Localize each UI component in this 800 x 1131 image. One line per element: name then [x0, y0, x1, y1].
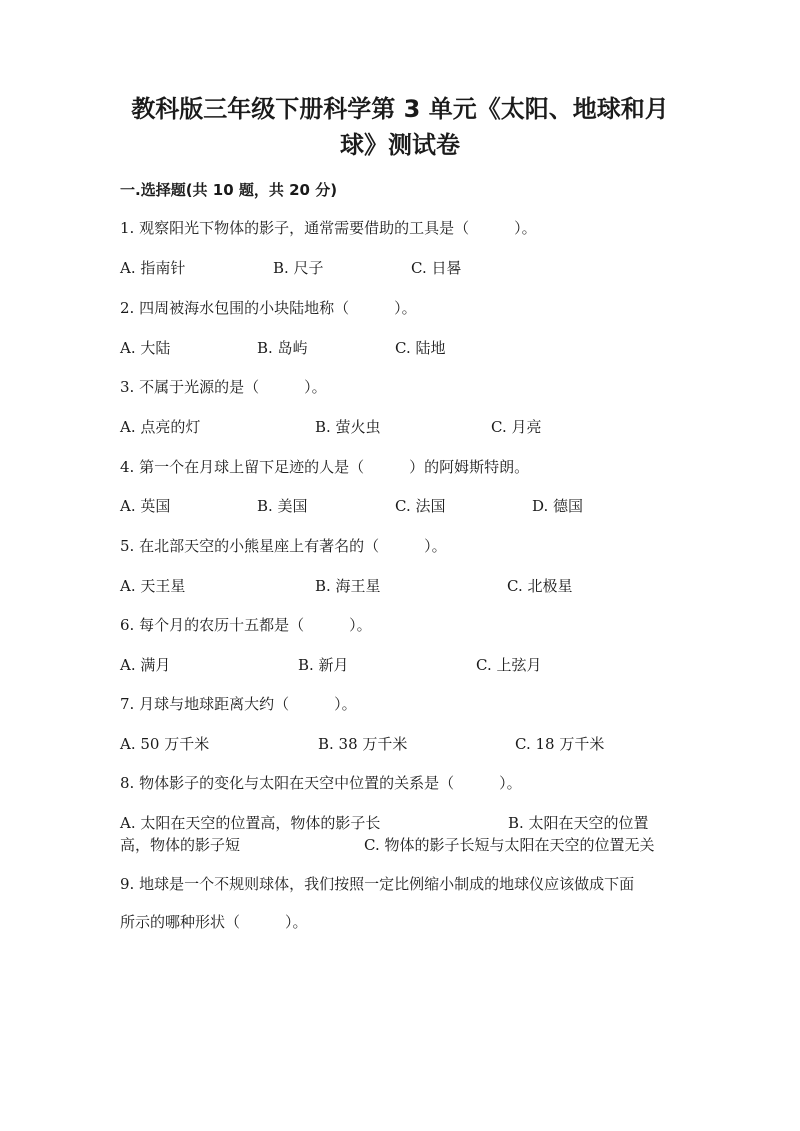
option-b: B. 萤火虫	[315, 418, 381, 436]
option-b: B. 尺子	[273, 259, 324, 277]
question-5: 5. 在北部天空的小熊星座上有著名的（ ）。	[120, 537, 447, 555]
document-title-line-2: 球》测试卷	[340, 131, 460, 159]
option-c: C. 日晷	[411, 259, 462, 277]
question-1-options	[0, 258, 800, 278]
question-6-options	[0, 655, 800, 675]
option-b: B. 海王星	[315, 577, 381, 595]
option-a: A. 满月	[120, 656, 171, 674]
section-heading: 一.选择题(共 10 题，共 20 分)	[120, 181, 338, 199]
option-a: A. 50 万千米	[120, 735, 210, 753]
option-d: D. 德国	[532, 497, 584, 515]
question-1: 1. 观察阳光下物体的影子，通常需要借助的工具是（ ）。	[120, 219, 537, 237]
question-5-options	[0, 576, 800, 596]
option-b: B. 美国	[257, 497, 308, 515]
option-b: B. 太阳在天空的位置	[508, 814, 649, 832]
option-a: A. 点亮的灯	[120, 418, 201, 436]
question-8-options-row-2	[0, 835, 800, 855]
option-a: A. 太阳在天空的位置高，物体的影子长	[120, 814, 381, 832]
option-a: A. 天王星	[120, 577, 186, 595]
question-8: 8. 物体影子的变化与太阳在天空中位置的关系是（ ）。	[120, 774, 522, 792]
option-b: B. 38 万千米	[318, 735, 408, 753]
option-c: C. 陆地	[395, 339, 446, 357]
option-c: C. 18 万千米	[515, 735, 605, 753]
question-4: 4. 第一个在月球上留下足迹的人是（ ）的阿姆斯特朗。	[120, 458, 530, 476]
option-c: C. 月亮	[491, 418, 542, 436]
option-a: A. 英国	[120, 497, 171, 515]
option-b: B. 岛屿	[257, 339, 308, 357]
question-9-line-2: 所示的哪种形状（ ）。	[120, 913, 308, 931]
option-c: C. 上弦月	[476, 656, 542, 674]
question-3: 3. 不属于光源的是（ ）。	[120, 378, 327, 396]
option-a: A. 指南针	[120, 259, 186, 277]
question-7-options	[0, 734, 800, 754]
option-c: C. 物体的影子长短与太阳在天空的位置无关	[364, 836, 655, 854]
option-b-continued: 高，物体的影子短	[120, 836, 241, 854]
question-9-line-1: 9. 地球是一个不规则球体，我们按照一定比例缩小制成的地球仪应该做成下面	[120, 875, 635, 893]
question-7: 7. 月球与地球距离大约（ ）。	[120, 695, 357, 713]
question-8-options-row-1	[0, 813, 800, 833]
question-6: 6. 每个月的农历十五都是（ ）。	[120, 616, 372, 634]
option-c: C. 北极星	[507, 577, 573, 595]
document-title-line-1: 教科版三年级下册科学第 3 单元《太阳、地球和月	[131, 95, 669, 123]
option-a: A. 大陆	[120, 339, 171, 357]
question-2: 2. 四周被海水包围的小块陆地称（ ）。	[120, 299, 417, 317]
question-2-options	[0, 338, 800, 358]
option-c: C. 法国	[395, 497, 446, 515]
question-4-options	[0, 496, 800, 516]
question-3-options	[0, 417, 800, 437]
option-b: B. 新月	[298, 656, 349, 674]
